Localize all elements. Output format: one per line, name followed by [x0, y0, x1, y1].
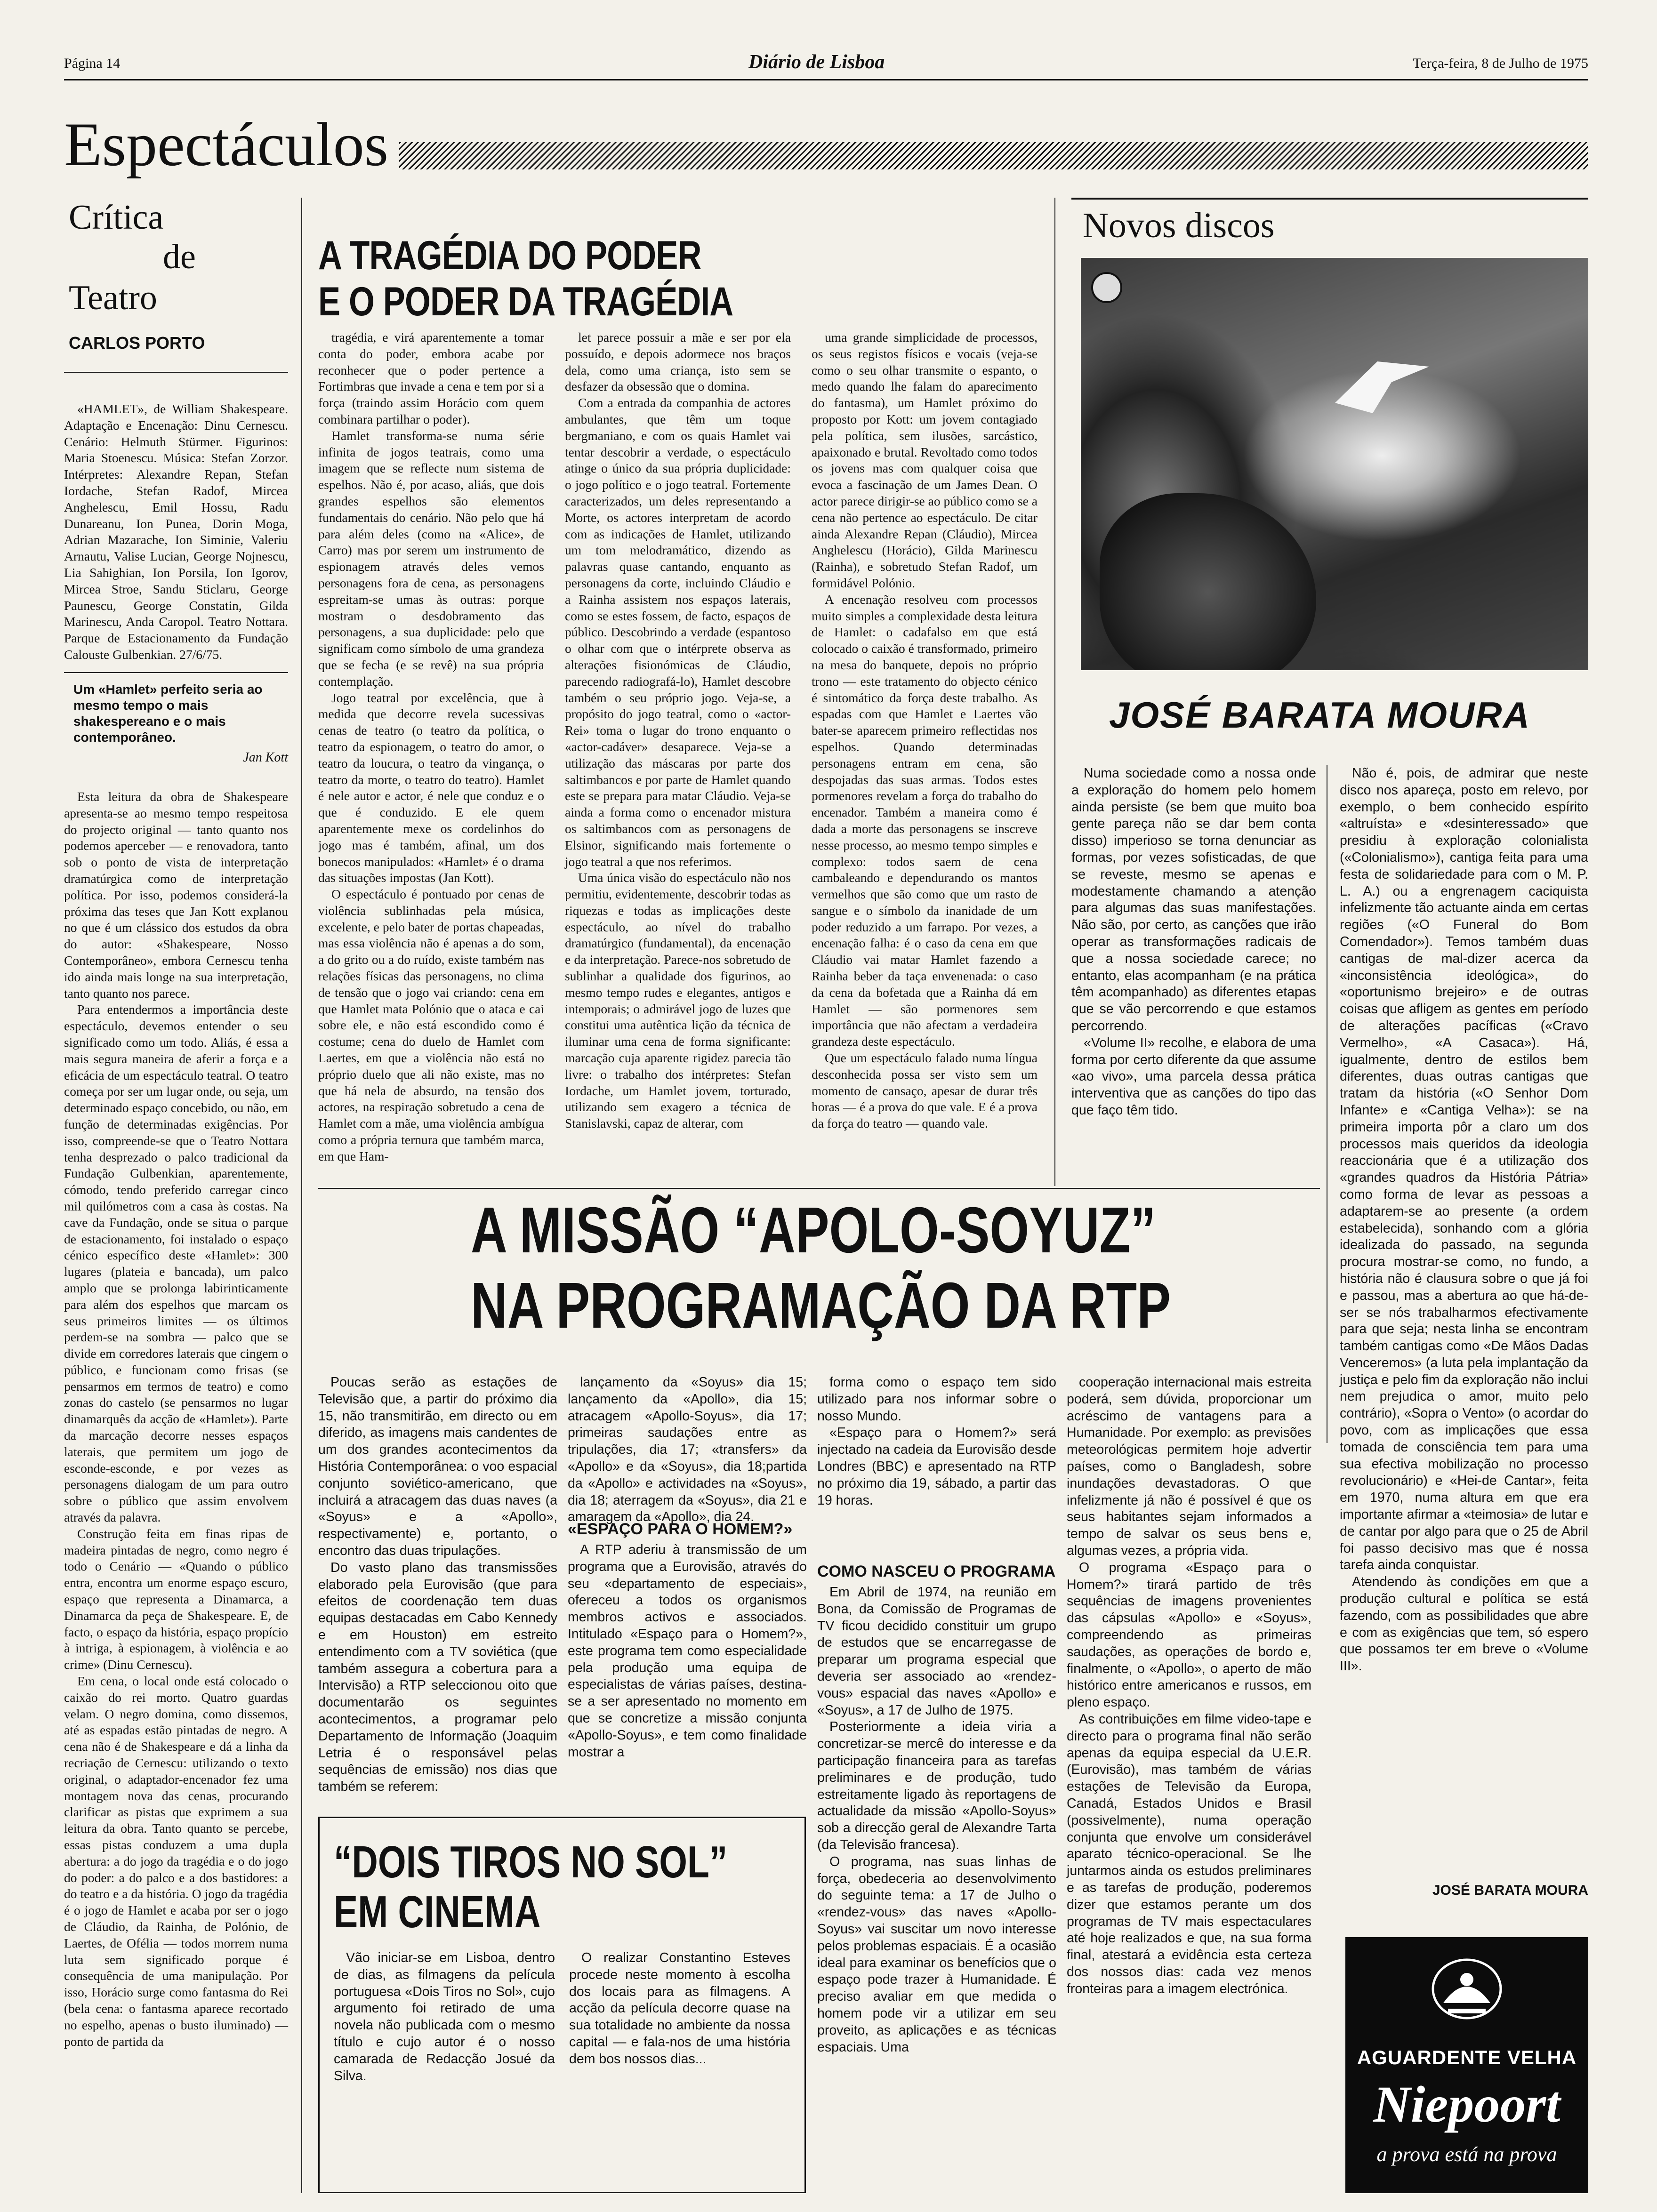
cover-name-band	[1081, 670, 1588, 760]
epigraph-author: Jan Kott	[243, 750, 288, 765]
critica-heading-3: Teatro	[69, 279, 157, 317]
record-label-logo	[1091, 272, 1122, 303]
apolo-subhead-como-nasceu: COMO NASCEU O PROGRAMA	[817, 1563, 1056, 1580]
critica-heading-2: de	[163, 238, 196, 276]
cover-artist-name: JOSÉ BARATA MOURA	[1109, 694, 1530, 736]
critica-body: Esta leitura da obra de Shakespeare apresenta-se ao mesmo tempo respeitosa do projecto original — tanto quanto nos podemos aperceber — e renovadora, tanto sob o ponto de vista de interpretação dramatúrgica como de interpretação política. Por isso, podemos considerá-la próxima das teses que Jan Kott explanou no que é um clássico dos estudos da obra do autor: «Shakespeare, Nosso Contemporâneo», embora Cernescu tenha ido ainda mais longe na sua interpretação, tanto quanto nos parece. Para entendermos a importância deste espectáculo, devemos entender o seu significado como um todo. Aliás, é essa a mais segura maneira de aferir a força e a eficácia de um espectáculo teatral. O teatro começa por ser um lugar onde, ou seja, um determinado espaço concebido, ou não, em função de determinadas exigências. Por isso, compreende-se que o Teatro Nottara tenha desprezado o palco tradicional da Fundação Gulbenkian, aparentemente, cómodo, tendo preferido carregar cinco mil quilómetros com a casa às costas. Na cave da Fundação, onde se situa o parque de estacionamento, foi instalado o espaço cénico específico deste «Hamlet»: 300 lugares (plateia e bancada), um palco amplo que se prolonga labirinticamente para além dos espelhos que marcam os seus primeiros limites — os últimos perdem-se na sombra — palco que se divide em corredores laterais que cingem o público, e funcionam como frisas (se pensarmos em termos de teatro) e como zonas do castelo (se pensarmos no lugar dinamarquês da acção de «Hamlet»). Parte da marcação decorre nesses espaços laterais, que permitem um jogo de esconde-esconde, e por vezes as personagens dialogam de um para outro sobre o público que assim envolvem através da palavra. Construção feita em finas ripas de madeira pintadas de negro, como negro é todo o Cenário — «Quando o público entra, encontra um enorme espaço escuro, espaço que representa a Dinamarca, a Dinamarca da peça de Shakespeare. E, de facto, o espaço da história, espaço propício à intriga, à espionagem, à violência e ao crime» (Dinu Cernescu). Em cena, o local onde está colocado o caixão do rei morto. Quatro guardas velam. O negro domina, como dissemos, até as espadas estão pintadas de negro. A cena não é de Shakespeare e dá a linha da recriação de Cernescu: utilizando o texto original, o adaptador-encenador fez uma montagem nova das cenas, procurando clarificar as pistas que exprimem a sua leitura da obra. Tanto quanto se percebe, essas pistas conduzem a uma dupla abertura: a do jogo da tragédia e o do jogo do poder: a do palco e a dos bastidores: a do teatro e a da história. O jogo da tragédia é o jogo de Hamlet e acaba por ser o jogo de Cláudio, da Rainha, de Polónio, de Laertes, de Ofélia — todos morrem numa luta sem significado porque é consequência de uma manipulação. Por isso, Horácio surge como fantasma do Rei (bela cena: o fantasma aparece recortado no espelho, apenas o busto iluminado) — ponto de partida da	[64, 789, 288, 2049]
apolo-col-2: lançamento da «Soyus» dia 15; lançamento da «Apollo», dia 15; atracagem «Apollo-Soyus», dia 17; primeiras saudações entre as tripulações, dia 17; «transfers» da «Apollo» e da «Soyus», dia 18;partida da «Apollo» e actividades na «Soyus», dia 18; aterragem da «Soyus», dia 21 e amaragem da «Apollo», dia 24. «ESPAÇO PARA O HOMEM?» A RTP aderiu à transmissão de um programa que a Eurovisão, através do seu «departamento de especiais», ofereceu a todos os organismos membros activos e associados. Intitulado «Espaço para o Homem?», este programa tem como especialidade pela produção uma equipa de especialistas de várias países, destina-se a ser apresentado no momento em que se concretize a missão conjunta «Apollo-Soyus», e tem como finalidade mostrar a	[568, 1375, 807, 1760]
cover-bird-shape	[1335, 361, 1429, 413]
column-rule-1	[301, 198, 302, 2193]
critica-byline: CARLOS PORTO	[69, 333, 205, 353]
critica-column	[64, 198, 288, 2193]
ad-brand: Niepoort	[1373, 2076, 1560, 2133]
ad-tagline: a prova está na prova	[1376, 2143, 1557, 2166]
tiros-headline-1: “DOIS TIROS NO SOL”	[334, 1837, 728, 1887]
page-number: Página 14	[64, 56, 121, 71]
apolo-col-3: forma como o espaço tem sido utilizado para nos informar sobre o nosso Mundo. «Espaço para o Homem?» será injectado na cadeia da Eurovisão desde Londres (BBC) e apresentado na RTP no próximo dia 19, sábado, a partir das 19 horas. COMO NASCEU O PROGRAMA Em Abril de 1974, na reunião em Bona, da Comissão de Programas de TV ficou decidido constituir um grupo de estudos que se encarregasse de preparar um programa especial que deveria ser associado ao «rendez-vous» espacial das naves «Apollo» e «Soyus», a 17 de Julho de 1975. Posteriormente a ideia viria a concretizar-se mercê do interesse e da participação financeira para as tarefas preliminares e de produção, tudo estreitamente ligado às reportagens de actualidade da missão «Apollo-Soyus» sob a direcção geral de Alexandre Tarta (da Televisão francesa). O programa, nas suas linhas de força, obedeceria ao desenvolvimento do seguinte tema: a 17 de Julho o «rendez-vous» das naves «Apollo-Soyus» vai suscitar um novo interesse pelos problemas espaciais. É a ocasião ideal para examinar os benefícios que o espaço pode trazer à Humanidade. É preciso avaliar em que medida o homem pode vir a utilizar em seu proveito, as aplicações e as técnicas espaciais. Uma	[817, 1375, 1056, 2055]
section-title: Espectáculos	[64, 110, 389, 179]
niepoort-ad[interactable]	[1345, 1937, 1588, 2193]
apolo-headline-2: NA PROGRAMAÇÃO DA RTP	[471, 1269, 1171, 1342]
column-rule-2	[1054, 198, 1055, 1186]
tiros-col-2: O realizar Constantino Esteves procede neste momento à escolha dos locais para as filmagens. A acção da película decorre quase na sua totalidade no ambiente da nossa capital — e fala-nos de uma história dem bos nossos dias...	[569, 1950, 790, 2067]
issue-date: Terça-feira, 8 de Julho de 1975	[1413, 56, 1588, 71]
discos-heading: Novos discos	[1083, 206, 1275, 245]
tragedia-col-1: tragédia, e virá aparentemente a tomar conta do poder, embora acabe por reconhecer que o poder pertence a Fortimbras que invade a cena e tem por si a força (traindo assim Horácio com quem combinara partilhar o poder). Hamlet transforma-se numa série infinita de jogos teatrais, como uma imagem que se reflecte num sistema de espelhos. Não é, por acaso, aliás, que dois grandes espelhos são elementos fundamentais do cenário. Não pelo que há para além deles (como na «Alice», de Carro) mas por serem um instrumento de espionagem através deles vemos personagens fora de cena, as personagens espreitam-se umas às outras: porque mostram o desdobramento das personagens, a sua duplicidade: pelo que significam como símbolo de uma grandeza que se fecha (e se revê) na sua própria contemplação. Jogo teatral por excelência, que à medida que decorre revela sucessivas cenas de teatro (o teatro da política, o teatro da espionagem, o teatro do amor, o teatro da loucura, o teatro da vingança, o teatro da morte, o teatro do teatro). Hamlet é nele autor e actor, é nele que conduz e o que é conduzido. E ele quem aparentemente mexe os cordelinhos do jogo mas é também, afinal, um dos bonecos manipulados: «Hamlet» é o drama das situações impostas (Jan Kott). O espectáculo é pontuado por cenas de violência sublinhadas pela música, excelente, e pelo bater de portas chapeadas, mas essa violência não é apenas a do som, a do grito ou a do ruído, existe também nas relações físicas das personagens, no clima de tensão que o jogo vai criando: cena em que Hamlet mata Polónio que o ataca e cai sobre ele, e não está escondido como é costume; cena do duelo de Hamlet com Laertes, em que a violência não está no próprio duelo que ali não existe, mas no que há nela de absurdo, na tensão dos actores, na respiração sobretudo a cena de Hamlet com a mãe, uma violência ambígua como a própria ternura que também marca, em que Ham-	[318, 330, 544, 1163]
cover-figure-shape	[1100, 493, 1316, 691]
tragedia-headline-1: A TRAGÉDIA DO PODER	[318, 233, 701, 278]
apolo-top-rule	[318, 1188, 1320, 1189]
epigraph-quote: Um «Hamlet» perfeito seria ao mesmo tempo o mais shakespereano e o mais contemporâneo.	[73, 682, 263, 745]
apolo-col-4: cooperação internacional mais estreita poderá, sem dúvida, proporcionar um acréscimo de vantagens para a Humanidade. Por exemplo: as previsões meteorológicas permitem hoje advertir países, como o Bangladesh, sobre inundações devastadoras. O que infelizmente já não é possível é que os seus habitantes sejam informados a tempo de salvar os seus bens e, algumas vezes, a própria vida. O programa «Espaço para o Homem?» tirará partido de três sequências de imagens provenientes das cápsulas «Apollo» e «Soyus», compreendendo as primeiras saudações, as operações de bordo e, finalmente, o «Apollo», o aperto de mão histórico entre americanos e russos, em pleno espaço. As contribuições em filme video-tape e directo para o programa final não serão apenas da equipa especial da U.E.R. (Eurovisão), mas também de várias estações de Televisão da Europa, Canadá, Estados Unidos e Brasil (possivelmente), numa operação conjunta que envolve um considerável aparato técnico-operacional. Se lhe juntarmos ainda os estudos preliminares e as tarefas de produção, poderemos dizer que estamos perante um dos programas de TV mais espectaculares até hoje realizados e que, na sua forma final, atestará a evidência esta certeza dos nossos dias: cada vez menos fronteiras para a imagem electrónica.	[1067, 1375, 1311, 1996]
byline-rule	[64, 372, 288, 373]
tiros-headline-2: EM CINEMA	[334, 1887, 541, 1937]
discos-signature: JOSÉ BARATA MOURA	[1432, 1883, 1588, 1898]
masthead-rule	[64, 79, 1588, 80]
tragedia-col-2: let parece possuir a mãe e ser por ela possuído, e depois adormece nos braços dela, como uma criança, isto sem se desfazer da obsessão que o domina. Com a entrada da companhia de actores ambulantes, que têm um toque bergmaniano, e com os quais Hamlet vai tentar descobrir a verdade, o espectáculo atinge o único da sua própria duplicidade: o jogo político e o jogo teatral. Fortemente caracterizados, um deles representando a Morte, os actores interpretam de acordo com as indicações de Hamlet, utilizando um tom melodramático, dizendo as palavras quase cantando, enquanto as personagens da corte, incluindo Cláudio e a Rainha assistem nos espaços laterais, como se estes fossem, de facto, espaços de público. Descobrindo a verdade (espantoso o olhar com que o intérprete observa as alterações fisionómicas de Cláudio, parecendo radiografá-lo), Hamlet descobre também o seu próprio jogo. Veja-se, a propósito do jogo teatral, como o «actor-Rei» toma o lugar do trono enquanto o «actor-cadáver» desaparece. Veja-se a utilização das máscaras por parte dos saltimbancos e por parte de Hamlet quando este se prepara para matar Cláudio. Veja-se ainda a forma como o encenador mistura os saltimbancos com as personagens de Elsinor, significando mais fortemente o jogo teatral a que nos referimos. Uma única visão do espectáculo não nos permitiu, evidentemente, descobrir todas as riquezas e todas as implicações deste espectáculo, ao nível do trabalho dramatúrgico (fundamental), da encenação e da interpretação. Parece-nos sobretudo de sublinhar a qualidade dos figurinos, ao mesmo tempo rudes e elegantes, antigos e intemporais; o admirável jogo de luzes que constitui uma autêntica lição da técnica de iluminar uma cena de forma significante: marcação cuja aparente rigidez parecia tão livre: o trabalho dos intérpretes: Stefan Iordache, um Hamlet jovem, torturado, utilizando sem exagero a técnica de Stanislavski, capaz de alterar, com	[565, 330, 791, 1131]
critica-credits: «HAMLET», de William Shakespeare. Adaptação e Encenação: Dinu Cernescu. Cenário: Helmuth Stürmer. Figurinos: Maria Stoenescu. Música: Stefan Zorzor. Intérpretes: Alexandre Repan, Stefan Iordache, Stefan Radof, Mircea Anghelescu, Emil Hossu, Radu Dunareanu, Ion Punea, Dorin Moga, Adrian Mazarache, Ion Siminie, Valeriu Arnautu, Valise Lucian, George Nojnescu, Lia Sahighian, Ion Porsila, Ion Igorov, Mircea Stroe, Sandu Sticlaru, George Paunescu, George Constatin, Gilda Marinescu, Anda Caropol. Teatro Nottara. Parque de Estacionamento da Fundação Calouste Gulbenkian. 27/6/75.	[64, 401, 288, 662]
apolo-subhead-espaco: «ESPAÇO PARA O HOMEM?»	[568, 1520, 793, 1538]
critica-heading-1: Crítica	[69, 198, 164, 237]
album-cover	[1081, 258, 1588, 760]
apolo-col-1: Poucas serão as estações de Televisão que, a partir do próximo dia 15, não transmitirão, em directo ou em diferido, as imagens mais candentes de um dos grandes acontecimentos da História Contemporânea: o voo espacial conjunto soviético-americano, que incluirá a atracagem das duas naves (a «Soyus» e a «Apollo», respectivamente) e, portanto, o encontro das duas tripulações. Do vasto plano das transmissões elaborado pela Eurovisão (que para efeitos de coordenação tem duas equipas destacadas em Cabo Kennedy e em Houston) em estreito entendimento com a TV soviética (que também assegura a cobertura para a Intervisão) a RTP seleccionou oito que documentarão os seguintes acontecimentos, a programar pelo Departamento de Informação (Joaquim Letria é o responsável pelas sequências de emissão) nos dias que também se referem:	[318, 1375, 557, 1795]
apolo-headline-1: A MISSÃO “APOLO-SOYUZ”	[471, 1194, 1156, 1266]
tiros-col-1: Vão iniciar-se em Lisboa, dentro de dias, as filmagens da película portuguesa «Dois Tiros no Sol», cujo argumento foi retirado de uma novela não publicada com o mesmo título e cujo autor é o nosso camarada de Redacção Josué da Silva.	[334, 1950, 555, 2084]
section-hatch-rule	[399, 142, 1588, 169]
tiros-box	[318, 1817, 806, 2193]
paper-name: Diário de Lisboa	[748, 51, 885, 73]
tragedia-col-3: uma grande simplicidade de processos, os seus registos físicos e vocais (veja-se como o seu olhar transmite o espanto, o medo quando lhe falam do aparecimento do fantasma), um Hamlet próximo do proposto por Kott: um jovem contagiado pela política, sem ilusões, sarcástico, apaixonado e brutal. Revoltado como todos os jovens mas com qualquer coisa que evoca a fascinação de um James Dean. O actor parece dirigir-se ao público como se a cena não pertence ao espectáculo. De citar ainda Alexandre Repan (Cláudio), Mircea Anghelescu (Horácio), Gilda Marinescu (Rainha), e sobretudo Stefan Radof, um formidável Polónio. A encenação resolveu com processos muito simples a complexidade desta leitura de Hamlet: o cadafalso em que está colocado o caixão é transformado, primeiro na mesa do banquete, depois no próprio trono — este tratamento do objecto cénico é sintomático da força deste trabalho. As espadas com que Hamlet e Laertes vão bater-se aparecem primeiro reflectidas nos espelhos. Quando determinadas personagens entram em cena, são despojadas das suas armas. Todos estes pormenores revelam a força do trabalho do encenador. Também a maneira como é dada a morte das personagens se inscreve nesse processo, ao mesmo tempo simples e complexo: todos saem de cena cambaleando e dependurando os mantos vermelhos que são como que um rasto de sangue e o símbolo da inanidade de um poder reduzido a um farrapo. Por vezes, a encenação falha: é o caso da cena em que Cláudio vai matar Hamlet fazendo a Rainha beber da taça envenenada: o caso da cena da bofetada que a Rainha dá em Hamlet — são pormenores sem importância que não afectam a verdadeira grandeza deste espectáculo. Que um espectáculo falado numa língua desconhecida possa ser visto sem um momento de cansaço, apesar de durar três horas — é a prova do que vale. E é a prova da força do teatro — quando vale.	[812, 330, 1038, 1131]
ad-emblem-icon	[1429, 1956, 1504, 2027]
discos-heading-box	[1071, 198, 1588, 254]
credits-rule	[64, 672, 288, 673]
tragedia-headline-2: E O PODER DA TRAGÉDIA	[318, 279, 733, 324]
discos-col-2: Não é, pois, de admirar que neste disco nos apareça, posto em relevo, por exemplo, o bem conhecido espírito «altruísta» e «desinteressado» que presidiu à exploração colonialista («Colonialismo»), cantiga feita para uma festa de solidariedade para com o M. P. L. A.) ou a engrenagem caciquista infelizmente tão actuante ainda em certas regiões («O Funeral do Bom Comendador»). Temos também duas cantigas de mal-dizer acerca da «inconsistência ideológica», do «oportunismo brejeiro» e de outras coisas que afligem as gentes em período de alterações pacíficas («Cravo Vermelho», «A Casaca»). Há, igualmente, dentro de estilos bem diferentes, duas outras cantigas que tratam da história («O Senhor Dom Infante» e «Cantiga Velha»): se na primeira importa pôr a claro um dos processos mais queridos da ideologia reaccionária que é a utilização dos «grandes quadros da História Pátria» como forma de levar as pessoas a adaptarem-se ao presente (a ordem estabelecida), sonhando com a glória idealizada do passado, na segunda procura mostrar-se como, no fundo, a história não é clausura sobre o que já foi e passou, mas a abertura ao que há-de-ser se nós trabalharmos efectivamente para que seja; nesta linha se encontram também cantigas como «De Mãos Dadas Venceremos» (a luta pela implantação da justiça e pelo fim da exploração não inclui nem prejudica o amor, muito pelo contrário), «Sopra o Vento» (o acordar do povo, com as implicações que essa tomada de consciência tem para uma sua efectiva mobilização no processo revolucionário) e «Hei-de Cantar», feita em 1970, numa altura em que era importante afirmar a «teimosia» de lutar e de cantar por algo para que o 25 de Abril foi passo decisivo mas que é nossa tarefa ainda conquistar. Atendendo às condições em que a produção cultural e política se está fazendo, com as possibilidades que abre e com as exigências que tem, só espero que possamos ter em breve o «Volume III».	[1340, 766, 1588, 1674]
ad-line-1: AGUARDENTE VELHA	[1357, 2046, 1577, 2068]
discos-col-1: Numa sociedade como a nossa onde a exploração do homem pelo homem ainda persiste (se bem que muito boa gente pareça não se dar bem conta disso) imperioso se torna denunciar as formas, por vezes sofisticadas, de que se reveste, mesmo se apenas e modestamente chamando a atenção para algumas das suas manifestações. Não são, por certo, as canções que irão operar as transformações radicais de que a nossa sociedade carece; no entanto, elas acompanham (e na prática têm acompanhado) as diferentes etapas que se vão percorrendo e que estamos percorrendo. «Volume II» recolhe, e elabora de uma forma por certo diferente da que assume «ao vivo», uma parcela dessa prática interventiva que as canções do tipo das que faço têm tido.	[1071, 766, 1316, 1118]
